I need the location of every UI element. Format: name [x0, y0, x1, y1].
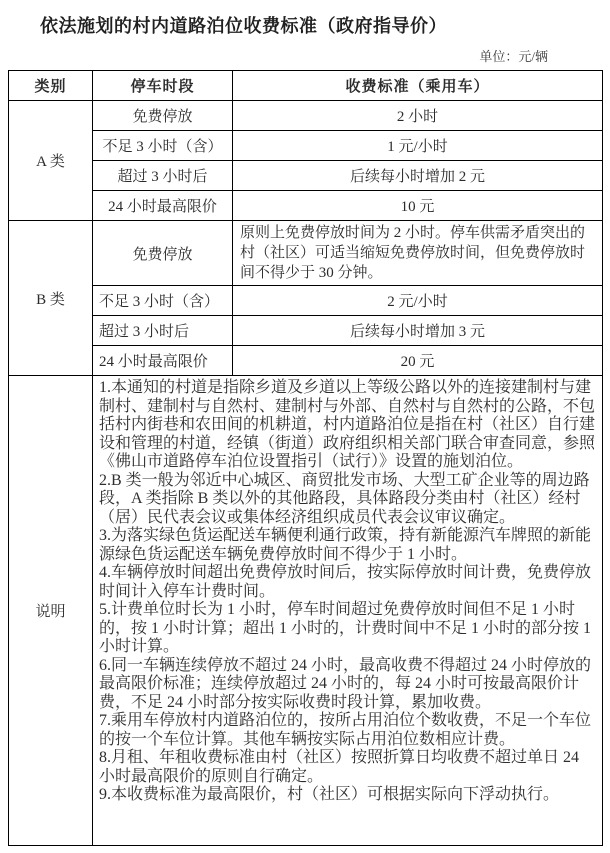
- standard-cell: 后续每小时增加 3 元: [233, 316, 603, 346]
- note-item: 4.车辆停放时间超出免费停放时间后，按实际停放时间计费，免费停放时间计入停车计费时间。: [99, 564, 592, 600]
- note-item: 2.B 类一般为邻近中心城区、商贸批发市场、大型工矿企业等的周边路段，A 类指除 B 类以外的其他路段，具体路段分类由村（社区）经村（居）民代表会议或集体经济组织成员代表会议审议确定。: [99, 471, 590, 526]
- notes-label: 说明: [9, 376, 93, 846]
- period-cell: 24 小时最高限价: [93, 346, 233, 376]
- standard-cell: 原则上免费停放时间为 2 小时。停车供需矛盾突出的村（社区）可适当缩短免费停放时间，但免费停放时间不得少于 30 分钟。: [233, 221, 603, 286]
- notes-row: [9, 376, 603, 846]
- standard-cell: 10 元: [233, 191, 603, 221]
- document-page: [0, 12, 610, 846]
- unit-label: 单位：元/辆: [479, 49, 548, 64]
- table-row: [9, 101, 603, 131]
- period-cell: 超过 3 小时后: [93, 161, 233, 191]
- period-cell: 免费停放: [93, 101, 233, 131]
- table-header-row: [9, 71, 603, 101]
- header-category: 类别: [9, 71, 93, 101]
- standard-cell: 2 小时: [233, 101, 603, 131]
- table-row: [9, 286, 603, 316]
- table-row: [9, 191, 603, 221]
- note-item: 9.本收费标准为最高限价，村（社区）可根据实际向下浮动执行。: [99, 786, 560, 803]
- note-item: 8.月租、年租收费标准由村（社区）按照折算日均收费不超过单日 24 小时最高限价的原则自行确定。: [99, 749, 580, 785]
- category-a-cell: A 类: [9, 101, 93, 221]
- table-row: [9, 131, 603, 161]
- header-standard: 收费标准（乘用车）: [233, 71, 603, 101]
- note-item: 6.同一车辆连续停放不超过 24 小时，最高收费不得超过 24 小时停放的最高限价标准；连续停放超过 24 小时的，每 24 小时可按最高限价计费，不足 24 小时部分按实际收费时段计算，累加收费。: [99, 656, 592, 711]
- period-cell: 不足 3 小时（含）: [93, 131, 233, 161]
- table-row: [9, 316, 603, 346]
- standard-cell: 后续每小时增加 2 元: [233, 161, 603, 191]
- notes-cell: [93, 376, 603, 846]
- standard-cell: 20 元: [233, 346, 603, 376]
- table-row: [9, 161, 603, 191]
- period-cell: 免费停放: [93, 221, 233, 286]
- note-item: 7.乘用车停放村内道路泊位的，按所占用泊位个数收费，不足一个车位的按一个车位计算。其他车辆按实际占用泊位数相应计费。: [99, 712, 592, 748]
- period-cell: 不足 3 小时（含）: [93, 286, 233, 316]
- page-title: 依法施划的村内道路泊位收费标准（政府指导价）: [40, 16, 447, 36]
- note-item: 1.本通知的村道是指除乡道及乡道以上等级公路以外的连接建制村与建制村、建制村与自然村、建制村与外部、自然村与自然村的公路，不包括村内街巷和农田间的机耕道，村内道路泊位是指在村（社区）自行建设和管理的村道，经镇（街道）政府组织相关部门联合审查同意，参照《佛山市道路停车泊位设置指引（试行）》设置的施划泊位。: [99, 379, 596, 470]
- table-row: [9, 221, 603, 286]
- standard-cell: 1 元/小时: [233, 131, 603, 161]
- standard-cell: 2 元/小时: [233, 286, 603, 316]
- fee-table: [8, 70, 603, 846]
- period-cell: 超过 3 小时后: [93, 316, 233, 346]
- note-item: 5.计费单位时长为 1 小时，停车时间超过免费停放时间但不足 1 小时的，按 1 小时计算；超出 1 小时的，计费时间中不足 1 小时的部分按 1 小时计算。: [99, 601, 592, 655]
- period-cell: 24 小时最高限价: [93, 191, 233, 221]
- category-b-cell: B 类: [9, 221, 93, 376]
- header-period: 停车时段: [93, 71, 233, 101]
- table-row: [9, 346, 603, 376]
- note-item: 3.为落实绿色货运配送车辆便利通行政策，持有新能源汽车牌照的新能源绿色货运配送车辆免费停放时间不得少于 1 小时。: [99, 527, 592, 563]
